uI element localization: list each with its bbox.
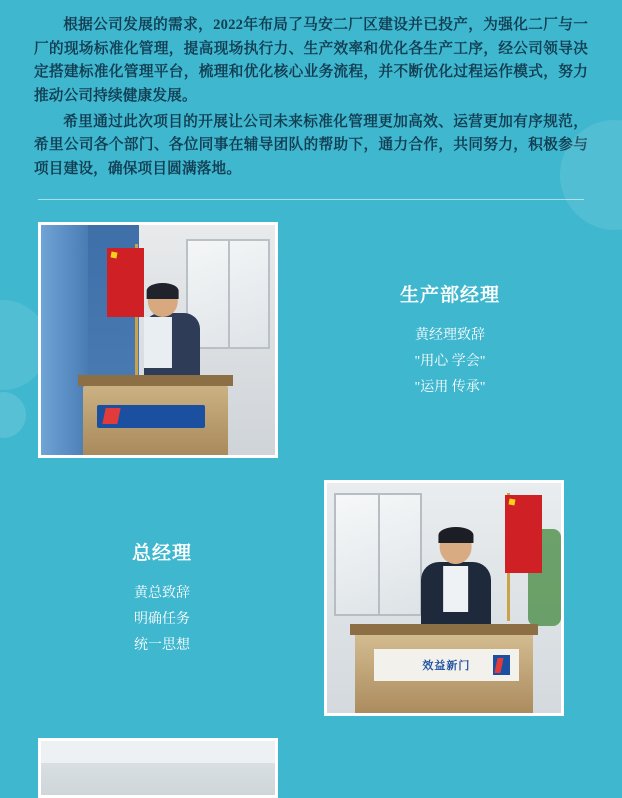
speaker-shirt (443, 566, 469, 612)
speaker-hair (146, 283, 179, 299)
podium-banner-text: 效益新门 (422, 660, 471, 673)
podium-top (78, 375, 232, 387)
photo-caption-block-2 (0, 480, 622, 716)
national-flag-icon (505, 495, 542, 573)
caption-block-1 (278, 280, 622, 401)
caption-line-2-2: 明确任务 (134, 612, 190, 628)
photo-production-manager (38, 222, 278, 458)
paragraph-2: 希里通过此次项目的开展让公司未来标准化管理更加高效、运营更加有序规范，希里公司各个部门、各位同事在辅导团队的帮助下，通力合作，共同努力，积极参与项目建设，确保项目圆满落地。 (34, 113, 588, 177)
caption-line-1-1: 黄经理致辞 (415, 328, 485, 344)
caption-title-1: 生产部经理 (399, 285, 500, 307)
podium-top (350, 624, 537, 636)
caption-line-2-1: 黄总致辞 (134, 586, 190, 602)
caption-line-1-2: "用心 学会" (414, 354, 486, 370)
national-flag-icon (107, 248, 144, 317)
caption-line-2-3: 统一思想 (134, 637, 190, 653)
photo-general-manager (324, 480, 564, 716)
caption-block-2 (0, 538, 324, 659)
speaker-shirt (144, 317, 172, 368)
photo-next-partial (38, 738, 278, 798)
caption-line-1-3: "运用 传承" (414, 379, 486, 395)
caption-title-2: 总经理 (131, 543, 192, 565)
podium-logo (97, 405, 205, 428)
paragraph-1: 根据公司发展的需求，2022年布局了马安二厂区建设并已投产，为强化二厂与一厂的现场标准化管理，提高现场执行力、生产效率和优化各生产工序，经公司领导决定搭建标准化管理平台，梳理和优化核心业务流程，并不断优化过程运作模式，努力推动公司持续健康发展。 (34, 17, 588, 104)
photo-caption-block-1 (0, 222, 622, 458)
photo-ceiling (41, 741, 275, 763)
speaker-hair (438, 527, 473, 543)
photo-caption-block-3 (0, 738, 622, 798)
podium-banner (374, 649, 519, 681)
section-divider (38, 199, 584, 200)
company-logo-icon (493, 655, 510, 676)
article-body (0, 0, 622, 181)
photo-curtain (41, 225, 88, 455)
photo-window (334, 493, 422, 617)
